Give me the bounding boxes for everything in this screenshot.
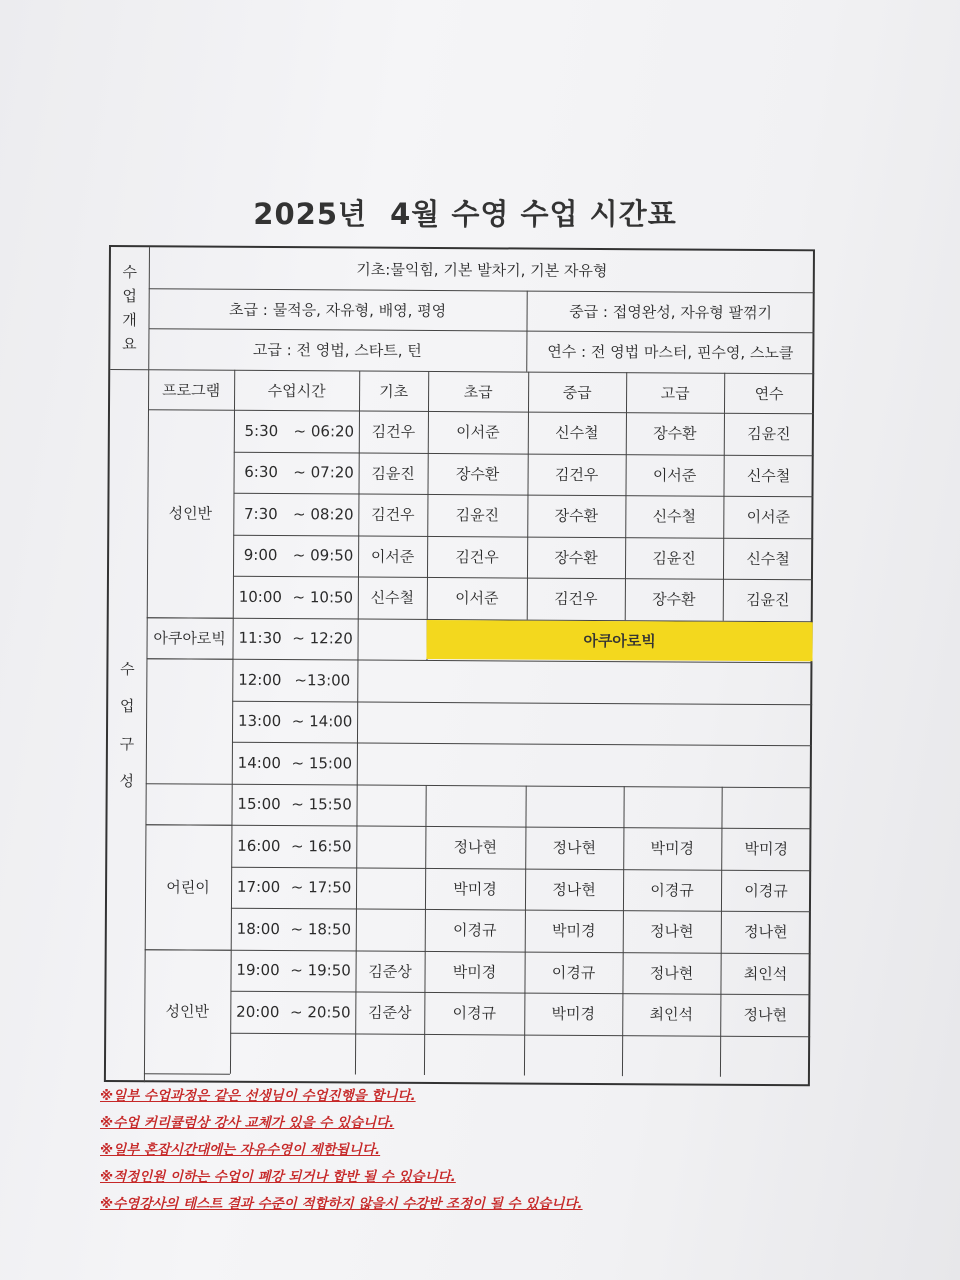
- time-start: 6:30: [244, 463, 279, 482]
- header-1: 수업시간: [267, 381, 326, 400]
- overview-intermediate: 중급 : 접영완성, 자유형 팔꺾기: [569, 302, 773, 322]
- instructor-train: 김윤진: [746, 591, 790, 610]
- instructor-basic: [356, 867, 425, 909]
- instructor-adv: [624, 744, 722, 786]
- instructor-train: 최인석: [743, 964, 788, 983]
- aerobic-bar: 아쿠아로빅: [426, 619, 812, 661]
- instructor-basic: [355, 1033, 424, 1075]
- instructor-beginner: 이서준: [455, 589, 499, 608]
- instructor-train: 김윤진: [747, 425, 791, 444]
- instructor-adv: 박미경: [650, 839, 695, 858]
- instructor-adv: 김윤진: [652, 549, 696, 568]
- time-end: ~ 19:50: [290, 961, 351, 980]
- title-year: 2025년: [253, 197, 368, 231]
- instructor-beginner: 이경규: [452, 1004, 497, 1023]
- instructor-beginner: 이경규: [453, 921, 497, 940]
- instructor-beginner: 이서준: [456, 423, 500, 442]
- instructor-beginner: 김건우: [455, 547, 499, 567]
- instructor-train: 신수철: [746, 549, 790, 568]
- instructor-train: [721, 786, 811, 828]
- overview-basic: 기초:물익힘, 기본 발차기, 기본 자유형: [356, 260, 608, 281]
- instructor-basic: 이서준: [370, 547, 415, 566]
- time-start: 9:00: [243, 546, 278, 565]
- instructor-train: [722, 745, 812, 787]
- time-end: ~ 16:50: [290, 836, 352, 856]
- time-end: ~ 15:00: [291, 753, 353, 773]
- instructor-beginner: [426, 701, 526, 743]
- instructor-inter: 정나현: [552, 880, 596, 899]
- time-start: 20:00: [236, 1002, 280, 1021]
- instructor-train: [722, 662, 812, 704]
- instructor-adv: [624, 703, 722, 745]
- note-line: ※수영강사의 테스트 결과 수준이 적합하지 않을시 수강반 조정이 될 수 있습니다.: [100, 1196, 583, 1212]
- time-start: 10:00: [238, 587, 283, 606]
- page-title: [0, 192, 930, 233]
- time-start: 15:00: [237, 795, 281, 814]
- time-end: ~ 14:00: [291, 712, 353, 731]
- instructor-train: 정나현: [744, 923, 788, 942]
- instructor-inter: [526, 744, 624, 786]
- instructor-adv: 장수환: [652, 590, 696, 609]
- instructor-train: 이서준: [746, 508, 791, 527]
- time-start: 19:00: [236, 961, 280, 980]
- header-3: 초급: [463, 382, 493, 401]
- instructor-adv: 이서준: [652, 466, 697, 485]
- time-end: ~13:00: [294, 670, 351, 690]
- instructor-beginner: [426, 660, 526, 702]
- instructor-adv: 정나현: [649, 964, 694, 983]
- schedule-table: [104, 245, 815, 1086]
- instructor-adv: 정나현: [650, 922, 694, 941]
- time-end: [285, 1033, 355, 1075]
- program-adult_evening: 성인반: [165, 1002, 210, 1021]
- instructor-inter: [526, 661, 624, 703]
- instructor-train: 박미경: [744, 840, 789, 859]
- instructor-adv: [622, 1035, 720, 1077]
- time-start: 7:30: [243, 504, 278, 523]
- time-end: ~ 12:20: [292, 629, 353, 648]
- header-5: 고급: [660, 383, 690, 403]
- header-2: 기초: [379, 382, 409, 401]
- note-line: ※일부 혼잡시간대에는 자유수영이 제한됩니다.: [100, 1142, 381, 1158]
- instructor-train: 이경규: [744, 881, 788, 900]
- time-start: 12:00: [238, 670, 282, 689]
- time-start: 16:00: [237, 836, 281, 855]
- instructor-inter: 신수철: [555, 423, 599, 443]
- instructor-beginner: 박미경: [452, 962, 497, 982]
- instructor-train: 정나현: [743, 1006, 788, 1025]
- instructor-inter: 장수환: [554, 506, 599, 526]
- instructor-inter: 김건우: [554, 589, 598, 609]
- instructor-basic: 김건우: [371, 505, 415, 525]
- title-rest: 4월 수영 수업 시간표: [390, 197, 677, 231]
- instructor-train: [722, 703, 812, 745]
- note-line: ※수업 커리큘럼상 강사 교체가 있을 수 있습니다.: [100, 1115, 395, 1131]
- instructor-beginner: 정나현: [453, 838, 498, 857]
- instructor-inter: 박미경: [551, 1004, 596, 1024]
- time-start: 11:30: [238, 629, 282, 648]
- instructor-inter: [525, 785, 623, 827]
- instructor-beginner: 장수환: [455, 464, 500, 484]
- time-start: 18:00: [236, 919, 280, 938]
- instructor-basic: [356, 784, 425, 826]
- time-start: 13:00: [237, 712, 282, 731]
- header-4: 중급: [562, 383, 592, 402]
- instructor-adv: 신수철: [652, 507, 697, 526]
- instructor-inter: 이경규: [551, 963, 596, 982]
- instructor-basic: 신수철: [370, 588, 415, 608]
- overview-advanced: 고급 : 전 영법, 스타트, 턴: [252, 340, 422, 360]
- time-end: ~ 08:20: [293, 504, 354, 524]
- time-start: [230, 1032, 285, 1074]
- instructor-basic: 김건우: [371, 422, 416, 442]
- time-end: ~ 10:50: [292, 587, 354, 607]
- instructor-basic: [357, 660, 426, 702]
- time-end: ~ 18:50: [290, 919, 352, 939]
- program-adult_morning: 성인반: [168, 504, 213, 523]
- instructor-basic: 김준상: [368, 1003, 412, 1023]
- instructor-adv: [624, 661, 722, 703]
- header-6: 연수: [754, 384, 784, 403]
- instructor-inter: 정나현: [552, 838, 597, 858]
- structure-label: 수 업 구 성: [119, 659, 135, 791]
- instructor-beginner: 김윤진: [455, 506, 500, 525]
- instructor-inter: 박미경: [552, 921, 596, 941]
- header-0: 프로그램: [162, 380, 221, 400]
- instructor-inter: [524, 1034, 622, 1076]
- time-end: ~ 06:20: [293, 421, 355, 441]
- overview-beginner: 초급 : 물적응, 자유형, 배영, 평영: [229, 300, 447, 320]
- instructor-inter: [526, 702, 624, 744]
- time-start: 14:00: [237, 753, 282, 772]
- program-kids: 어린이: [166, 878, 210, 897]
- instructor-adv: 이경규: [650, 881, 694, 900]
- time-end: ~ 20:50: [289, 1002, 351, 1022]
- instructor-beginner: 박미경: [453, 879, 497, 899]
- overview-training: 연수 : 전 영법 마스터, 핀수영, 스노클: [547, 342, 794, 363]
- note-line: ※적정인원 이하는 수업이 폐강 되거나 합반 될 수 있습니다.: [100, 1169, 456, 1185]
- notes: [100, 1083, 583, 1218]
- time-start: 5:30: [244, 421, 279, 440]
- instructor-basic: [357, 701, 426, 743]
- instructor-basic: [356, 826, 425, 868]
- instructor-basic: [356, 909, 425, 951]
- instructor-train: 신수철: [746, 466, 791, 485]
- instructor-beginner: [425, 784, 525, 826]
- time-start: 17:00: [236, 878, 281, 897]
- program-aerobic: 아쿠아로빅: [153, 629, 226, 648]
- time-end: ~ 09:50: [292, 546, 354, 565]
- instructor-adv: 최인석: [649, 1005, 694, 1024]
- instructor-basic: [357, 743, 426, 785]
- time-end: ~ 07:20: [293, 463, 354, 482]
- instructor-basic: 김윤진: [371, 464, 415, 483]
- instructor-basic: 김준상: [368, 962, 412, 981]
- overview-label: 수 업 개 요: [122, 263, 138, 354]
- instructor-train: [720, 1035, 810, 1077]
- instructor-beginner: [426, 743, 526, 785]
- instructor-beginner: [424, 1033, 524, 1075]
- time-end: ~ 17:50: [290, 878, 352, 897]
- instructor-inter: 김건우: [554, 465, 599, 484]
- instructor-inter: 장수환: [554, 548, 598, 567]
- instructor-adv: [623, 786, 721, 828]
- time-end: ~ 15:50: [291, 795, 352, 814]
- note-line: ※일부 수업과정은 같은 선생님이 수업진행을 합니다.: [100, 1088, 416, 1104]
- instructor-adv: 장수환: [653, 424, 697, 443]
